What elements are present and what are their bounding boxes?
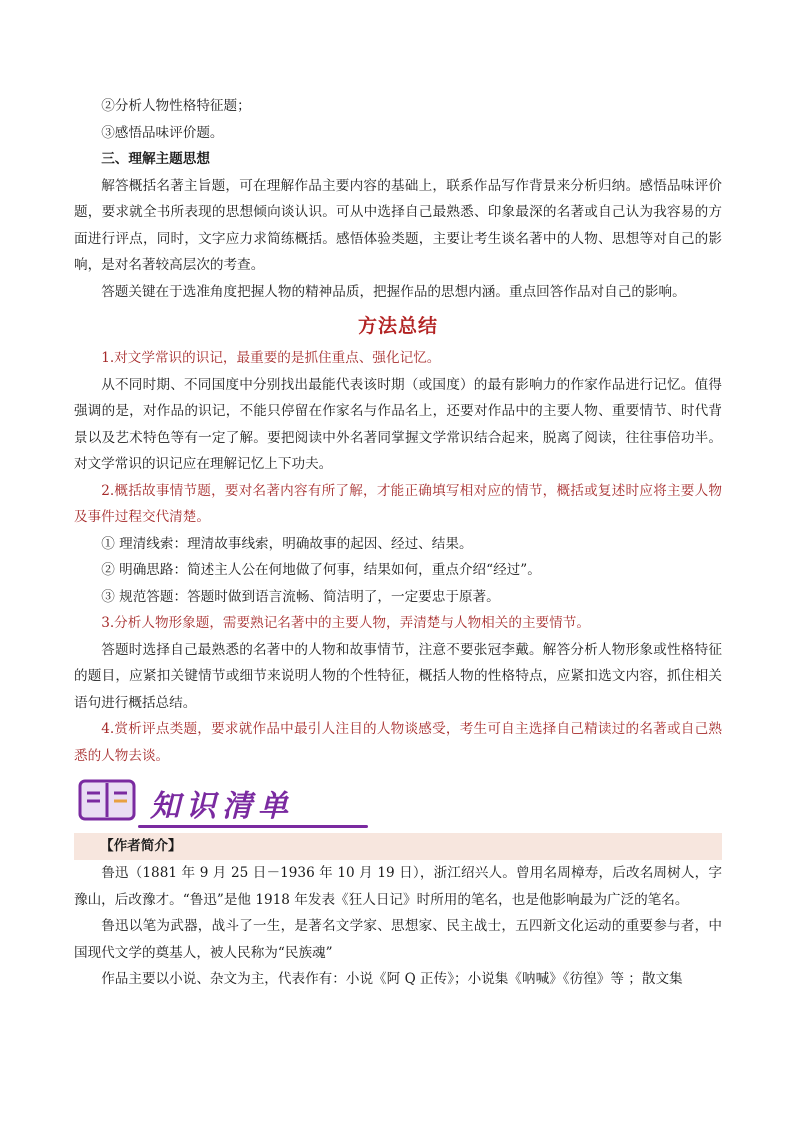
method-point: 2.概括故事情节题，要对名著内容有所了解，才能正确填写相对应的情节，概括或复述时应将主要人物及事件过程交代清楚。: [74, 482, 722, 525]
author-intro-heading: 【作者简介】: [74, 833, 722, 860]
list-item: ② 明确思路：简述主人公在何地做了何事，结果如何，重点介绍“经过”。: [101, 562, 541, 578]
section-heading: 三、理解主题思想: [101, 151, 210, 167]
knowledge-list-title: 知识清单: [150, 789, 294, 824]
paragraph: 答题关键在于选准角度把握人物的精神品质，把握作品的思想内涵。重点回答作品对自己的影响。: [101, 283, 686, 300]
paragraph: 解答概括名著主旨题，可在理解作品主要内容的基础上，联系作品写作背景来分析归纳。感悟品味评价题，要求就全书所表现的思想倾向谈认识。可从中选择自己最熟悉、印象最深的名著或自己认为我容易的方面进行评点，同时，文字应力求简练概括。感悟体验类题，主要让考生谈名著中的人物、思想等对自己的影响，是对名著较高层次的考查。: [74, 177, 722, 273]
method-point: 1.对文学常识的识记，最重要的是抓住重点、强化记忆。: [101, 350, 441, 366]
list-item: ②分析人物性格特征题；: [101, 98, 251, 114]
list-item: ③ 规范答题：答题时做到语言流畅、简洁明了，一定要忠于原著。: [101, 588, 500, 605]
paragraph: 鲁迅（1881 年 9 月 25 日－1936 年 10 月 19 日），浙江绍兴人。曾用名周樟寿，后改名周树人，字豫山，后改豫才。“鲁迅”是他 1918 年发表《狂人日记》时所用的笔名，也是他影响最为广泛的笔名。: [74, 865, 722, 908]
method-point: 4.赏析评点类题，要求就作品中最引人注目的人物谈感受，考生可自主选择自己精读过的名著或自己熟悉的人物去谈。: [74, 721, 722, 764]
method-point: 3.分析人物形象题，需要熟记名著中的主要人物，弄清楚与人物相关的主要情节。: [101, 615, 590, 631]
page-content: [74, 93, 722, 993]
paragraph: 作品主要以小说、杂文为主，代表作有：小说《阿 Q 正传》；小说集《呐喊》《彷徨》等 ；散文集: [101, 971, 683, 987]
book-icon: [78, 777, 136, 823]
banner-underline: [138, 825, 368, 828]
list-item: ① 理清线索：理清故事线索，明确故事的起因、经过、结果。: [101, 535, 473, 552]
paragraph: 鲁迅以笔为武器，战斗了一生，是著名文学家、思想家、民主战士，五四新文化运动的重要参与者，中国现代文学的奠基人，被人民称为“民族魂”: [74, 918, 722, 961]
list-item: ③感悟品味评价题。: [101, 124, 224, 141]
paragraph: 答题时选择自己最熟悉的名著中的人物和故事情节，注意不要张冠李戴。解答分析人物形象或性格特征的题目，应紧扣关键情节或细节来说明人物的个性特征，概括人物的性格特点，应紧扣选文内容，抓住相关语句进行概括总结。: [74, 641, 722, 711]
method-summary-title: 方法总结: [357, 315, 438, 337]
knowledge-banner: [74, 773, 722, 831]
paragraph: 从不同时期、不同国度中分别找出最能代表该时期（或国度）的最有影响力的作家作品进行记忆。值得强调的是，对作品的识记，不能只停留在作家名与作品名上，还要对作品中的主要人物、重要情节、时代背景以及艺术特色等有一定了解。要把阅读中外名著同掌握文学常识结合起来，脱离了阅读，往往事倍功半。对文学常识的识记应在理解记忆上下功夫。: [74, 376, 722, 472]
